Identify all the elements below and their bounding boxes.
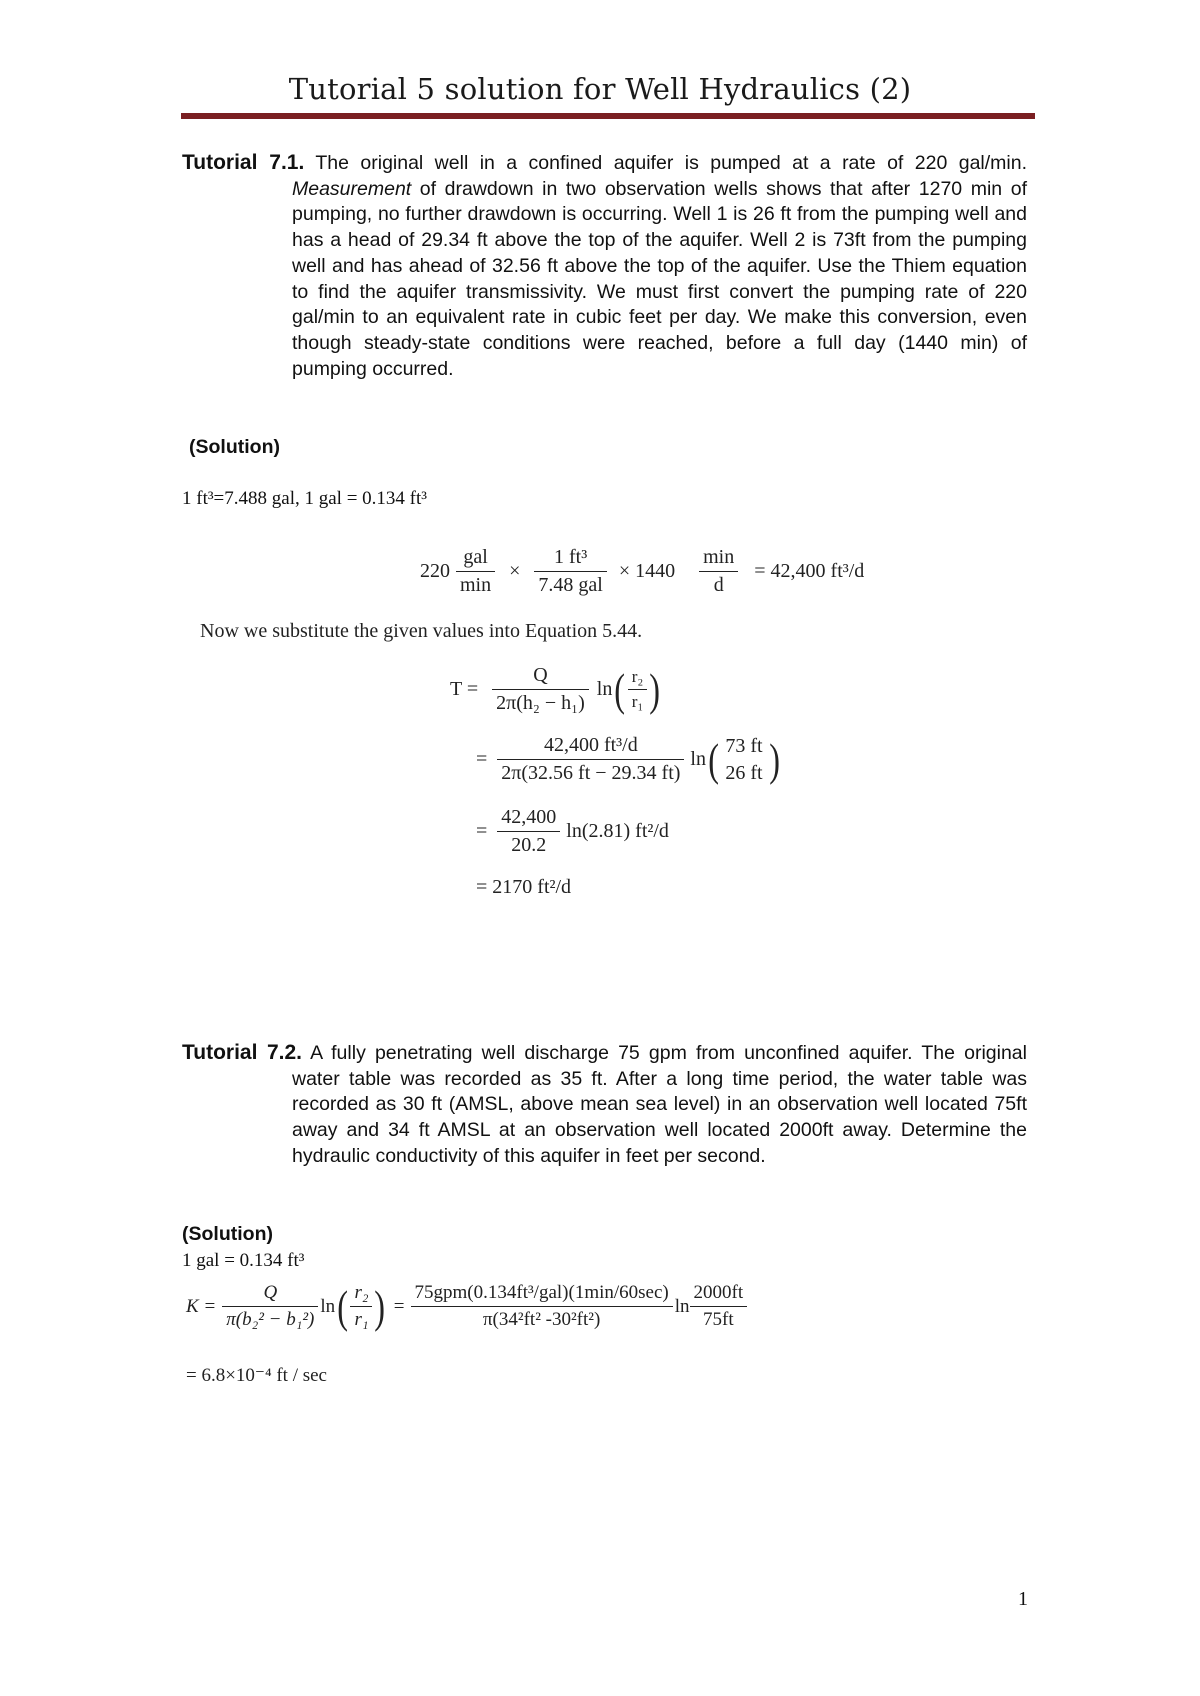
- frac-den: 2π(h₂ − h₁): [496, 692, 585, 714]
- frac-num: gal: [456, 546, 495, 572]
- ln: ln: [690, 748, 706, 770]
- frac-den: r₁: [354, 1309, 369, 1330]
- problem-7-2: [182, 1040, 1027, 1170]
- conversion-factors-1: 1 ft³=7.488 gal, 1 gal = 0.134 ft³: [182, 488, 427, 509]
- ln: ln: [320, 1295, 336, 1317]
- fraction-q: [222, 1282, 318, 1331]
- ln: ln: [596, 678, 613, 700]
- thiem-line-2: [476, 734, 782, 785]
- frac-num: 1 ft³: [534, 546, 606, 572]
- solution-label-2: (Solution): [182, 1223, 273, 1245]
- frac-num: r₂: [628, 667, 648, 690]
- problem-label: Tutorial 7.1.: [182, 151, 305, 174]
- page-number: 1: [1018, 1588, 1028, 1610]
- frac-den: π(34²ft² -30²ft²): [482, 1309, 601, 1330]
- frac-num: 42,400: [497, 806, 560, 832]
- frac-den: min: [460, 574, 492, 596]
- frac-den: r₁: [631, 692, 644, 711]
- title-divider: [181, 113, 1035, 119]
- frac-den: π(b₂² − b₁²): [226, 1309, 315, 1330]
- frac-num: 42,400 ft³/d: [497, 734, 684, 760]
- frac-num: Q: [222, 1282, 318, 1307]
- fraction-r: [350, 1282, 372, 1331]
- fraction-min-d: [699, 546, 738, 597]
- ln-result: ln(2.81) ft²/d: [566, 820, 669, 842]
- frac-num: 75gpm(0.134ft³/gal)(1min/60sec): [411, 1282, 673, 1307]
- frac-den: 20.2: [511, 834, 547, 856]
- frac-den: 75ft: [703, 1309, 734, 1330]
- frac-den: 2π(32.56 ft − 29.34 ft): [501, 762, 681, 784]
- paren-open: (: [708, 733, 720, 785]
- problem-text-rest: of drawdown in two observation wells shows that after 1270 min of pumping, no further drawdown is occurring. Well 1 is 26 ft from the pumping well and has a head of 29.34 ft above the top of the aquifer. Well 2 is 73ft from the pumping well and has ahead of 32.56 ft above the top of the aquifer. Use the Thiem equation to find the aquifer transmissivity. We must first convert the pumping rate of 220 gal/min to an equivalent rate in cubic feet per day. We make this conversion, even though steady-state conditions were reached, before a full day (1440 min) of pumping occurred.: [292, 177, 1027, 380]
- transmissivity-result: = 2170 ft²/d: [476, 876, 572, 898]
- eq-lhs: K =: [186, 1295, 217, 1317]
- frac-num: min: [699, 546, 738, 572]
- times-sign: ×: [509, 560, 521, 582]
- paren-open: (: [337, 1280, 349, 1332]
- eq-lhs: T =: [450, 678, 479, 700]
- paren-close: ): [768, 733, 780, 785]
- problem-7-1: [182, 150, 1027, 382]
- conductivity-result: = 6.8×10⁻⁴ ft / sec: [186, 1365, 327, 1386]
- frac-num: 2000ft: [690, 1282, 748, 1307]
- rate-value: 220: [420, 560, 450, 582]
- fraction-radii: [690, 1282, 748, 1331]
- frac-den: 7.48 gal: [538, 574, 603, 596]
- problem-text-lead: The original well in a confined aquifer is pumped at a rate of 220 gal/min.: [304, 152, 1027, 174]
- problem-label: Tutorial 7.2.: [182, 1041, 303, 1064]
- fraction-gal-min: [456, 546, 495, 597]
- frac-num: r₂: [350, 1282, 372, 1307]
- page-title: Tutorial 5 solution for Well Hydraulics (2): [288, 72, 912, 106]
- thiem-line-3: [476, 806, 669, 857]
- fraction-radii: [721, 735, 766, 785]
- ln: ln: [674, 1295, 690, 1317]
- fraction-values: [411, 1282, 673, 1331]
- times-1440: × 1440: [618, 560, 676, 582]
- frac-num: 73 ft: [725, 734, 763, 757]
- paren-open: (: [614, 663, 626, 715]
- eq-sign: =: [476, 820, 488, 842]
- thiem-line-1: [450, 664, 663, 715]
- fraction-values: [497, 734, 684, 785]
- eq-sign: =: [476, 748, 488, 770]
- eq-sign: =: [393, 1295, 405, 1317]
- fraction-q: [492, 664, 589, 715]
- conversion-factors-2: 1 gal = 0.134 ft³: [182, 1250, 305, 1271]
- paren-close: ): [649, 663, 661, 715]
- conversion-result: = 42,400 ft³/d: [754, 560, 865, 582]
- fraction-ft3-gal: [534, 546, 606, 597]
- problem-text-emph: Measurement: [292, 177, 412, 200]
- problem-text: A fully penetrating well discharge 75 gpm from unconfined aquifer. The original water table was recorded as 35 ft. After a long time period, the water table was recorded as 30 ft (AMSL, above mean sea level) in an observation well located 75ft away and 34 ft AMSL at an observation well located 2000ft away. Determine the hydraulic conductivity of this aquifer in feet per second.: [292, 1042, 1027, 1167]
- paren-close: ): [374, 1280, 386, 1332]
- conversion-equation: [420, 546, 864, 597]
- frac-den: 26 ft: [725, 761, 763, 784]
- frac-num: Q: [492, 664, 589, 690]
- fraction-simplified: [497, 806, 560, 857]
- solution-label-1: (Solution): [189, 436, 280, 458]
- conductivity-equation: [186, 1282, 747, 1331]
- substitute-text: Now we substitute the given values into Equation 5.44.: [200, 620, 643, 642]
- frac-den: d: [713, 574, 724, 596]
- fraction-r: [628, 667, 648, 712]
